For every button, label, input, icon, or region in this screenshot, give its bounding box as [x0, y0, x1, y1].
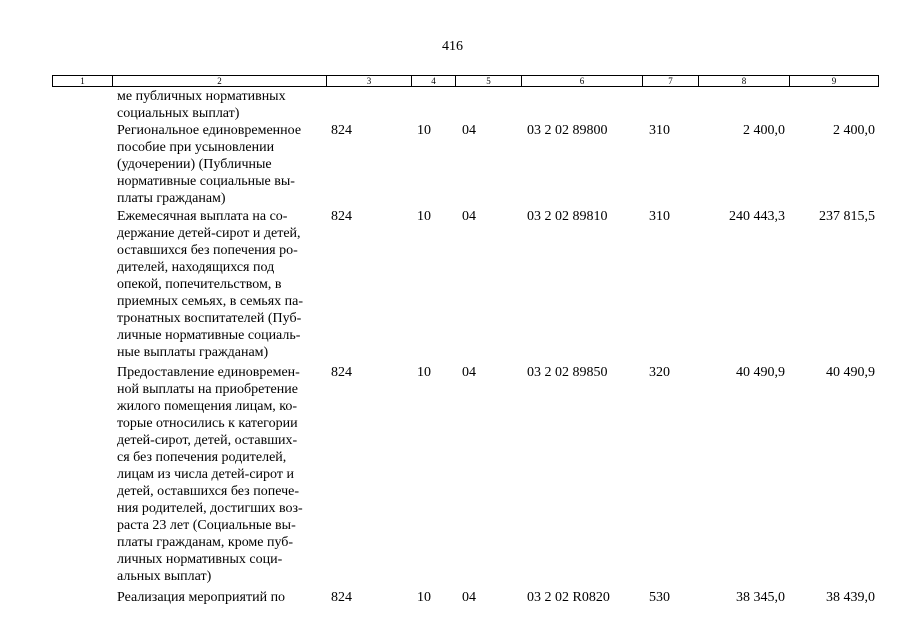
row-col-8: 38 345,0 — [736, 590, 785, 605]
row-col-9: 40 490,9 — [826, 365, 875, 380]
page-number: 416 — [442, 39, 463, 54]
row-col-6: 03 2 02 89800 — [527, 123, 608, 138]
row-col-4: 10 — [417, 209, 431, 224]
row-col-3: 824 — [331, 365, 352, 380]
header-col-2: 2 — [112, 76, 326, 86]
row-col-5: 04 — [462, 365, 476, 380]
row-description: Ежемесячная выплата на со- держание детей-сирот и детей, оставшихся без попечения ро- дителей, находящихся под опекой, попечительством, в приемных семьях, в семьях па- тронатных воспитателей (Пуб- личные нормативные социаль- ные выплаты гражданам) — [117, 209, 303, 360]
row-col-7: 310 — [649, 123, 670, 138]
row-col-7: 530 — [649, 590, 670, 605]
row-col-9: 2 400,0 — [833, 123, 875, 138]
header-col-4: 4 — [411, 76, 455, 86]
row-description: Реализация мероприятий по — [117, 590, 286, 605]
row-col-8: 40 490,9 — [736, 365, 785, 380]
row-col-6: 03 2 02 R0820 — [527, 590, 610, 605]
row-col-8: 2 400,0 — [743, 123, 785, 138]
row-col-9: 38 439,0 — [826, 590, 875, 605]
row-col-3: 824 — [331, 123, 352, 138]
header-col-8: 8 — [698, 76, 789, 86]
header-col-5: 5 — [455, 76, 521, 86]
table-header — [52, 75, 879, 87]
row-col-8: 240 443,3 — [729, 209, 785, 224]
row-col-4: 10 — [417, 365, 431, 380]
row-description: ме публичных нормативных социальных выплат) — [117, 89, 286, 121]
header-col-9: 9 — [789, 76, 878, 86]
row-col-5: 04 — [462, 123, 476, 138]
header-col-7: 7 — [642, 76, 698, 86]
row-col-7: 310 — [649, 209, 670, 224]
row-col-6: 03 2 02 89850 — [527, 365, 608, 380]
row-description: Региональное единовременное пособие при усыновлении (удочерении) (Публичные нормативные социальные вы- платы гражданам) — [117, 123, 302, 206]
row-col-3: 824 — [331, 209, 352, 224]
header-col-6: 6 — [521, 76, 642, 86]
header-col-3: 3 — [326, 76, 411, 86]
row-col-4: 10 — [417, 123, 431, 138]
row-col-6: 03 2 02 89810 — [527, 209, 608, 224]
row-col-4: 10 — [417, 590, 431, 605]
row-col-5: 04 — [462, 209, 476, 224]
row-col-5: 04 — [462, 590, 476, 605]
row-col-9: 237 815,5 — [819, 209, 875, 224]
row-col-3: 824 — [331, 590, 352, 605]
header-col-1: 1 — [80, 76, 85, 86]
row-description: Предоставление единовремен- ной выплаты на приобретение жилого помещения лицам, ко- торые относились к категории детей-сирот, детей, оставших- ся без попечения родителей, лицам из числа детей-сирот и детей, оставшихся без попече- ния родителей, достигших воз- раста 23 лет (Социальные вы- платы гражданам, кроме пуб- личных нормативных соци- альных выплат) — [117, 365, 303, 584]
row-col-7: 320 — [649, 365, 670, 380]
